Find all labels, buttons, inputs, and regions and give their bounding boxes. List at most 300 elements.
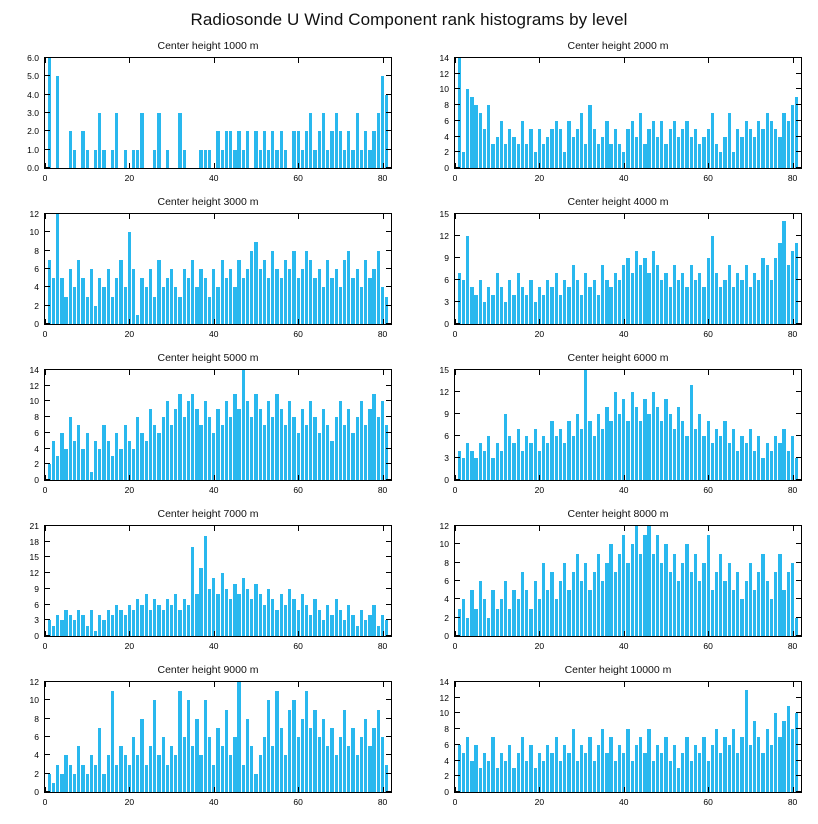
bar bbox=[694, 280, 697, 324]
bar bbox=[98, 728, 101, 792]
bar bbox=[153, 150, 156, 168]
bar bbox=[550, 753, 553, 792]
x-tick bbox=[539, 163, 540, 168]
bar bbox=[364, 425, 367, 480]
bar bbox=[534, 302, 537, 324]
bar bbox=[259, 409, 262, 480]
bar bbox=[550, 421, 553, 480]
bar bbox=[326, 150, 329, 168]
bar bbox=[728, 265, 731, 324]
bar bbox=[723, 280, 726, 324]
bar bbox=[462, 152, 465, 168]
bar bbox=[136, 417, 139, 480]
x-axis bbox=[454, 325, 802, 345]
bar bbox=[271, 599, 274, 636]
bar bbox=[656, 137, 659, 168]
y-tick bbox=[386, 718, 391, 719]
bar bbox=[605, 753, 608, 792]
x-tick bbox=[383, 163, 384, 168]
bar bbox=[187, 278, 190, 324]
bar bbox=[609, 421, 612, 480]
bar bbox=[221, 425, 224, 480]
x-tick bbox=[129, 475, 130, 480]
x-tick bbox=[624, 319, 625, 324]
bar bbox=[254, 242, 257, 325]
y-tick bbox=[455, 525, 460, 526]
x-tick bbox=[129, 214, 130, 219]
y-tick bbox=[45, 323, 50, 324]
bar bbox=[593, 129, 596, 168]
y-tick bbox=[796, 151, 801, 152]
bar bbox=[199, 150, 202, 168]
x-tick-label: 60 bbox=[293, 329, 303, 339]
bar bbox=[145, 765, 148, 793]
bar bbox=[136, 755, 139, 792]
bar bbox=[626, 563, 629, 636]
bar bbox=[483, 129, 486, 168]
bar bbox=[580, 745, 583, 792]
bar bbox=[305, 691, 308, 792]
bar bbox=[470, 287, 473, 324]
bar bbox=[664, 544, 667, 636]
y-tick bbox=[386, 385, 391, 386]
chart-panel bbox=[418, 196, 818, 352]
bar bbox=[635, 137, 638, 168]
x-tick bbox=[383, 214, 384, 219]
y-axis bbox=[8, 676, 42, 797]
bar bbox=[787, 451, 790, 480]
bar bbox=[669, 572, 672, 636]
y-axis bbox=[8, 208, 42, 329]
y-tick-label: 10 bbox=[29, 695, 39, 706]
bar bbox=[766, 265, 769, 324]
x-tick bbox=[624, 475, 625, 480]
bar bbox=[322, 287, 325, 324]
bar bbox=[178, 297, 181, 325]
x-tick-label: 80 bbox=[377, 797, 388, 807]
bar bbox=[90, 269, 93, 324]
bar bbox=[372, 269, 375, 324]
x-tick bbox=[298, 631, 299, 636]
bar bbox=[73, 774, 76, 792]
y-tick bbox=[455, 167, 460, 168]
bar bbox=[782, 721, 785, 792]
bar bbox=[381, 401, 384, 480]
bar bbox=[517, 273, 520, 324]
y-tick bbox=[45, 149, 50, 150]
bar bbox=[474, 745, 477, 792]
bar bbox=[86, 774, 89, 792]
y-tick-label: 8 bbox=[34, 713, 39, 724]
bar bbox=[635, 251, 638, 324]
y-tick-label: 0 bbox=[34, 786, 39, 797]
y-tick bbox=[796, 167, 801, 168]
y-tick bbox=[796, 791, 801, 792]
bar bbox=[102, 774, 105, 792]
bar bbox=[643, 535, 646, 636]
plot-area bbox=[454, 681, 802, 793]
bar bbox=[639, 265, 642, 324]
bar bbox=[508, 280, 511, 324]
x-tick-label: 80 bbox=[787, 797, 798, 807]
x-tick-label: 40 bbox=[209, 641, 219, 651]
bar bbox=[690, 761, 693, 792]
bar bbox=[584, 563, 587, 636]
bar bbox=[115, 765, 118, 793]
bar bbox=[732, 287, 735, 324]
bar bbox=[52, 783, 55, 792]
bar bbox=[474, 295, 477, 324]
y-tick-label: 4 bbox=[444, 755, 449, 766]
x-tick-label: 60 bbox=[703, 641, 713, 651]
bar bbox=[479, 280, 482, 324]
bar bbox=[470, 761, 473, 792]
bar bbox=[572, 729, 575, 792]
y-tick-label: 15 bbox=[439, 208, 449, 219]
bar bbox=[208, 589, 211, 636]
y-tick-label: 4.0 bbox=[27, 89, 39, 100]
bar bbox=[609, 737, 612, 792]
bar bbox=[500, 753, 503, 792]
bar bbox=[347, 251, 350, 324]
bar bbox=[593, 761, 596, 792]
bar bbox=[309, 728, 312, 792]
bar bbox=[267, 589, 270, 636]
bar bbox=[69, 765, 72, 793]
bar bbox=[322, 409, 325, 480]
y-tick bbox=[455, 57, 460, 58]
bar bbox=[479, 768, 482, 792]
bar bbox=[372, 605, 375, 636]
bar bbox=[774, 713, 777, 792]
y-tick bbox=[386, 448, 391, 449]
bar bbox=[246, 589, 249, 636]
y-tick bbox=[45, 572, 50, 573]
y-tick-label: 0 bbox=[444, 162, 449, 173]
bar bbox=[86, 626, 89, 636]
bar bbox=[145, 441, 148, 480]
bar bbox=[656, 745, 659, 792]
bar bbox=[563, 443, 566, 480]
bar bbox=[183, 599, 186, 636]
bar bbox=[770, 451, 773, 480]
bar bbox=[339, 131, 342, 168]
bar bbox=[673, 554, 676, 637]
bar bbox=[690, 572, 693, 636]
bar bbox=[94, 150, 97, 168]
x-tick-label: 0 bbox=[452, 797, 458, 807]
bar bbox=[98, 113, 101, 168]
y-tick bbox=[386, 572, 391, 573]
bar bbox=[153, 599, 156, 636]
y-tick bbox=[386, 416, 391, 417]
x-tick bbox=[539, 370, 540, 375]
bar bbox=[719, 287, 722, 324]
bar bbox=[639, 113, 642, 168]
bar bbox=[216, 131, 219, 168]
bar bbox=[576, 554, 579, 637]
bar bbox=[508, 436, 511, 480]
x-tick-label: 80 bbox=[377, 485, 388, 495]
x-tick bbox=[455, 526, 456, 531]
bar bbox=[647, 273, 650, 324]
bar bbox=[745, 265, 748, 324]
y-tick-label: 3.0 bbox=[27, 107, 39, 118]
bar bbox=[335, 599, 338, 636]
bar bbox=[766, 581, 769, 636]
y-tick-label: 0 bbox=[34, 474, 39, 485]
x-tick-label: 20 bbox=[534, 641, 545, 651]
bar bbox=[677, 407, 680, 480]
bar bbox=[795, 243, 798, 324]
y-tick bbox=[45, 400, 50, 401]
bar bbox=[508, 609, 511, 637]
y-tick bbox=[796, 697, 801, 698]
bar bbox=[250, 599, 253, 636]
x-tick bbox=[45, 214, 46, 219]
bar bbox=[242, 578, 245, 636]
y-tick bbox=[455, 617, 460, 618]
y-tick bbox=[45, 448, 50, 449]
bar bbox=[292, 417, 295, 480]
bar bbox=[652, 554, 655, 637]
bar bbox=[766, 443, 769, 480]
bar bbox=[588, 737, 591, 792]
bar bbox=[521, 121, 524, 168]
bar bbox=[504, 581, 507, 636]
bar bbox=[500, 287, 503, 324]
y-axis bbox=[418, 52, 452, 173]
bar bbox=[191, 260, 194, 324]
bar bbox=[728, 745, 731, 792]
bar bbox=[546, 137, 549, 168]
bar bbox=[254, 131, 257, 168]
bar bbox=[237, 131, 240, 168]
y-tick bbox=[386, 432, 391, 433]
x-tick bbox=[129, 370, 130, 375]
y-tick-label: 6 bbox=[34, 731, 39, 742]
bar bbox=[517, 599, 520, 636]
bar bbox=[761, 458, 764, 480]
bar bbox=[572, 137, 575, 168]
bar bbox=[132, 610, 135, 636]
bar bbox=[529, 609, 532, 637]
bar bbox=[292, 131, 295, 168]
y-tick bbox=[455, 562, 460, 563]
x-tick bbox=[129, 631, 130, 636]
bar bbox=[677, 280, 680, 324]
x-tick-label: 20 bbox=[124, 797, 135, 807]
bar bbox=[111, 297, 114, 325]
y-tick bbox=[455, 543, 460, 544]
bar bbox=[263, 260, 266, 324]
x-tick bbox=[383, 475, 384, 480]
bar bbox=[195, 594, 198, 636]
bar bbox=[271, 131, 274, 168]
bar bbox=[652, 121, 655, 168]
bar bbox=[102, 150, 105, 168]
y-tick bbox=[45, 75, 50, 76]
bar bbox=[115, 113, 118, 168]
bar bbox=[639, 421, 642, 480]
bar bbox=[694, 129, 697, 168]
x-tick bbox=[708, 58, 709, 63]
bar bbox=[326, 260, 329, 324]
y-tick bbox=[45, 385, 50, 386]
bar bbox=[170, 269, 173, 324]
bar bbox=[584, 144, 587, 168]
bar bbox=[301, 150, 304, 168]
bar bbox=[698, 753, 701, 792]
y-tick bbox=[796, 257, 801, 258]
bar bbox=[178, 691, 181, 792]
bar bbox=[178, 394, 181, 480]
bar bbox=[322, 113, 325, 168]
y-tick-label: 2.0 bbox=[27, 126, 39, 137]
x-tick bbox=[455, 214, 456, 219]
bar bbox=[140, 433, 143, 480]
y-tick bbox=[386, 699, 391, 700]
bar bbox=[787, 572, 790, 636]
y-tick bbox=[386, 773, 391, 774]
bar bbox=[166, 599, 169, 636]
bar bbox=[162, 417, 165, 480]
bar bbox=[761, 554, 764, 637]
y-tick bbox=[796, 301, 801, 302]
bar bbox=[685, 544, 688, 636]
bar bbox=[740, 436, 743, 480]
bar bbox=[711, 443, 714, 480]
y-tick bbox=[386, 604, 391, 605]
y-tick bbox=[386, 556, 391, 557]
bar bbox=[216, 287, 219, 324]
bar bbox=[605, 563, 608, 636]
bar bbox=[246, 719, 249, 792]
bar bbox=[597, 745, 600, 792]
y-tick-label: 12 bbox=[29, 567, 39, 578]
bar bbox=[292, 700, 295, 792]
bar bbox=[631, 761, 634, 792]
bar bbox=[149, 746, 152, 792]
bar bbox=[170, 746, 173, 792]
bar bbox=[73, 150, 76, 168]
bar bbox=[98, 278, 101, 324]
y-tick bbox=[386, 400, 391, 401]
bar bbox=[132, 737, 135, 792]
bar bbox=[702, 137, 705, 168]
bar bbox=[525, 590, 528, 636]
bar bbox=[297, 278, 300, 324]
bar bbox=[732, 152, 735, 168]
chart-panel bbox=[418, 40, 818, 196]
bar bbox=[664, 273, 667, 324]
bar bbox=[782, 113, 785, 168]
y-tick-label: 12 bbox=[439, 68, 449, 79]
bar bbox=[313, 710, 316, 793]
bar bbox=[233, 287, 236, 324]
bar bbox=[622, 399, 625, 480]
y-tick-label: 6 bbox=[34, 263, 39, 274]
bar bbox=[782, 429, 785, 480]
bar bbox=[479, 113, 482, 168]
bar bbox=[326, 746, 329, 792]
y-tick bbox=[45, 57, 50, 58]
bar bbox=[343, 260, 346, 324]
x-tick-label: 40 bbox=[209, 485, 219, 495]
bar bbox=[588, 287, 591, 324]
bar bbox=[301, 409, 304, 480]
y-tick bbox=[45, 167, 50, 168]
y-tick bbox=[45, 286, 50, 287]
bar bbox=[795, 458, 798, 480]
bar bbox=[166, 765, 169, 793]
bar bbox=[145, 594, 148, 636]
bar bbox=[774, 258, 777, 324]
x-tick bbox=[214, 319, 215, 324]
x-tick bbox=[129, 163, 130, 168]
bar bbox=[618, 745, 621, 792]
bar bbox=[572, 436, 575, 480]
bar bbox=[555, 737, 558, 792]
panel-title: Center height 6000 m bbox=[567, 352, 669, 364]
chart-panel bbox=[418, 352, 818, 508]
y-tick-label: 5.0 bbox=[27, 71, 39, 82]
bar bbox=[580, 113, 583, 168]
x-tick bbox=[624, 214, 625, 219]
bar bbox=[77, 746, 80, 792]
bar bbox=[669, 287, 672, 324]
y-tick bbox=[455, 279, 460, 280]
bar bbox=[715, 572, 718, 636]
y-tick-label: 12 bbox=[439, 692, 449, 703]
bar bbox=[559, 581, 562, 636]
bar bbox=[698, 581, 701, 636]
y-axis bbox=[418, 676, 452, 797]
bar bbox=[212, 578, 215, 636]
bar bbox=[690, 385, 693, 480]
bar bbox=[195, 409, 198, 480]
bar bbox=[199, 755, 202, 792]
bar bbox=[614, 572, 617, 636]
y-tick bbox=[455, 791, 460, 792]
x-tick bbox=[708, 631, 709, 636]
bar bbox=[618, 280, 621, 324]
bar bbox=[153, 425, 156, 480]
bar bbox=[559, 129, 562, 168]
bar bbox=[263, 737, 266, 792]
bar bbox=[504, 414, 507, 480]
x-tick bbox=[708, 214, 709, 219]
bar bbox=[107, 755, 110, 792]
bar bbox=[542, 144, 545, 168]
bar bbox=[124, 755, 127, 792]
bar bbox=[778, 554, 781, 637]
bar bbox=[204, 278, 207, 324]
bar bbox=[115, 278, 118, 324]
y-tick bbox=[386, 754, 391, 755]
bar bbox=[631, 544, 634, 636]
panel-title: Center height 10000 m bbox=[564, 664, 672, 676]
bar bbox=[521, 572, 524, 636]
bar bbox=[601, 581, 604, 636]
bar bbox=[157, 260, 160, 324]
panel-grid bbox=[0, 40, 818, 824]
bar bbox=[719, 554, 722, 637]
x-tick bbox=[45, 58, 46, 63]
bar bbox=[212, 269, 215, 324]
bar bbox=[259, 269, 262, 324]
bar bbox=[275, 691, 278, 792]
